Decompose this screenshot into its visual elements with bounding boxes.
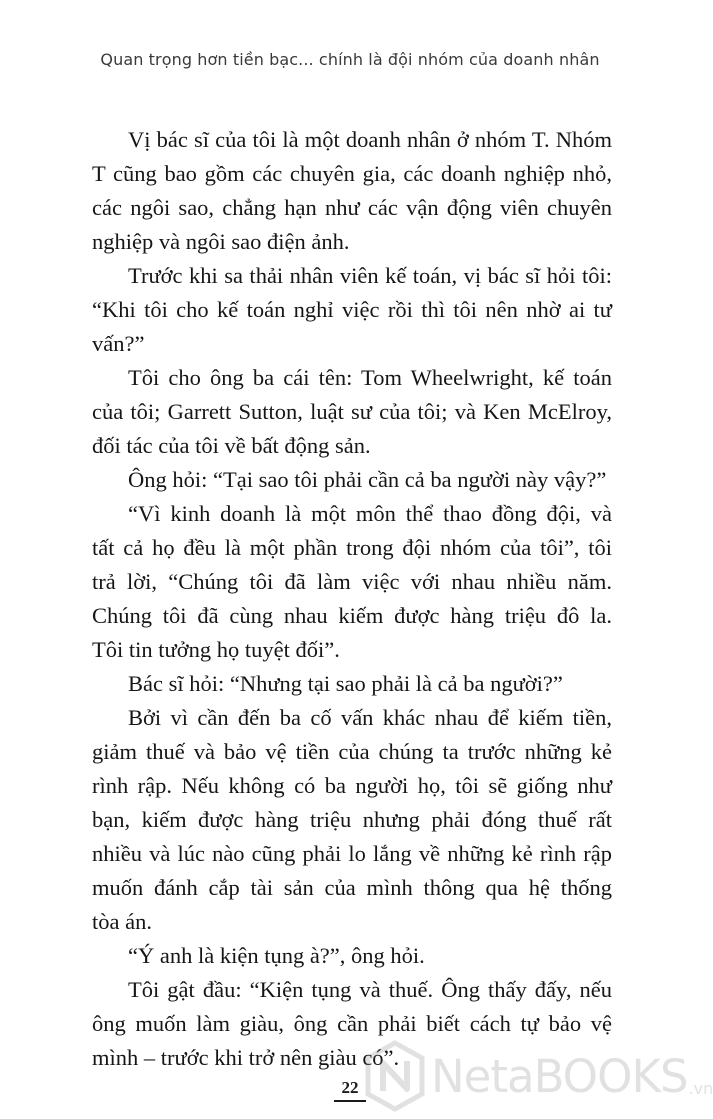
running-header: Quan trọng hơn tiền bạc... chính là đội nhóm của doanh nhân [100,50,600,69]
paragraph-line: tất cả họ đều là một phần trong đội nhóm của tôi”, tôi [92,535,612,560]
paragraph-line: bạn, kiếm được hàng triệu nhưng phải đóng thuế rất [92,807,612,832]
paragraph-line: Tôi gật đầu: “Kiện tụng và thuế. Ông thấy đấy, nếu [128,977,612,1002]
paragraph-line: đối tác của tôi về bất động sản. [92,433,371,458]
paragraph-line: Vị bác sĩ của tôi là một doanh nhân ở nhóm T. Nhóm [128,127,612,152]
watermark [365,1036,713,1116]
watermark-suffix: .vn [688,1078,713,1098]
paragraph-line: “Ý anh là kiện tụng à?”, ông hỏi. [128,943,425,968]
paragraph-line: các ngôi sao, chẳng hạn như các vận động viên chuyên [92,195,612,220]
paragraph-line: giảm thuế và bảo vệ tiền của chúng ta trước những kẻ [92,739,612,764]
paragraph-line: Chúng tôi đã cùng nhau kiếm được hàng triệu đô la. [92,603,612,628]
paragraph-line: rình rập. Nếu không có ba người họ, tôi sẽ giống như [92,773,612,798]
netabooks-logo-icon [365,1041,425,1111]
page-number: 22 [341,1078,359,1097]
paragraph-line: “Vì kinh doanh là một môn thể thao đồng đội, và [128,501,612,526]
page-number-underline [334,1100,366,1102]
paragraph-line: Trước khi sa thải nhân viên kế toán, vị bác sĩ hỏi tôi: [128,263,612,288]
paragraph-line: ông muốn làm giàu, ông cần phải biết cách tự bảo vệ [92,1011,612,1036]
paragraph-line: trả lời, “Chúng tôi đã làm việc với nhau nhiều năm. [92,569,612,594]
paragraph-line: của tôi; Garrett Sutton, luật sư của tôi; và Ken McElroy, [92,399,612,424]
paragraph-line: mình – trước khi trở nên giàu có”. [92,1045,400,1070]
paragraph-line: Ông hỏi: “Tại sao tôi phải cần cả ba người này vậy?” [128,467,607,492]
paragraph-line: T cũng bao gồm các chuyên gia, các doanh nghiệp nhỏ, [92,161,612,186]
paragraph-line: nhiều và lúc nào cũng phải lo lắng về những kẻ rình rập [92,841,612,866]
paragraph-line: Bởi vì cần đến ba cố vấn khác nhau để kiếm tiền, [128,705,612,730]
watermark-brand: NetaBOOKS [431,1049,688,1103]
paragraph-line: Tôi tin tưởng họ tuyệt đối”. [92,637,340,662]
paragraph-line: Tôi cho ông ba cái tên: Tom Wheelwright, kế toán [128,365,612,390]
paragraph-line: muốn đánh cắp tài sản của mình thông qua hệ thống [92,875,612,900]
paragraph-line: tòa án. [92,909,152,934]
paragraph-line: Bác sĩ hỏi: “Nhưng tại sao phải là cả ba người?” [128,671,563,696]
paragraph-line: “Khi tôi cho kế toán nghỉ việc rồi thì tôi nên nhờ ai tư [92,297,612,322]
paragraph-line: nghiệp và ngôi sao điện ảnh. [92,229,350,254]
paragraph-line: vấn?” [92,331,145,356]
